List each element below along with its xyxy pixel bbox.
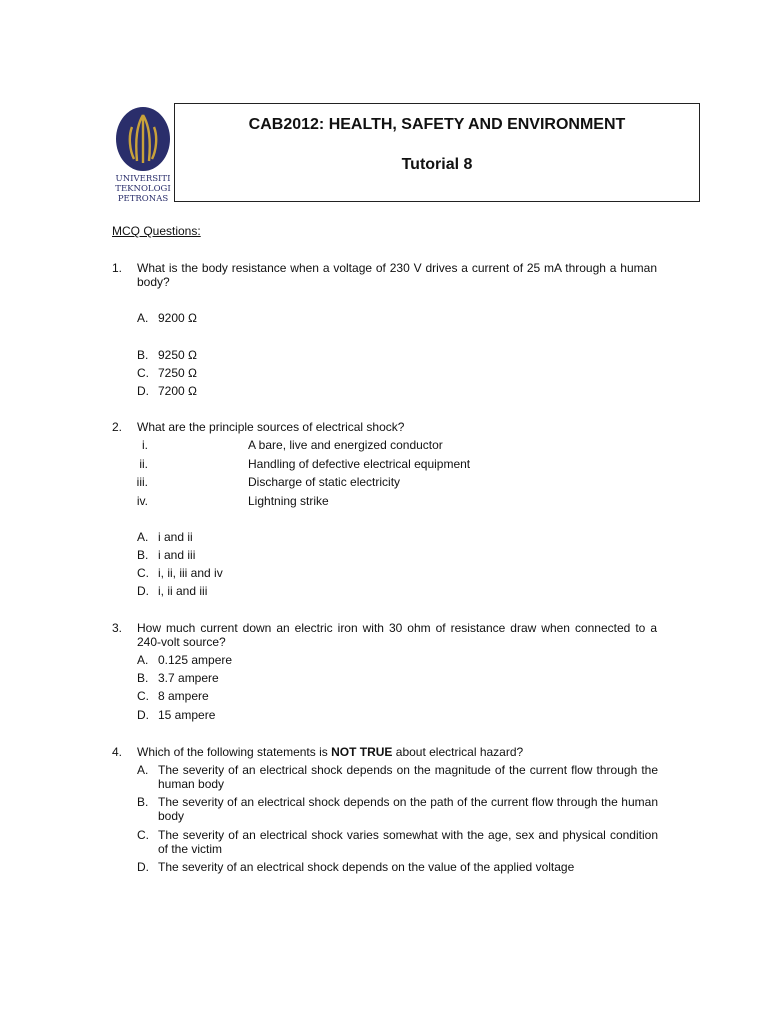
option-label: A. [137, 530, 149, 544]
option-text: 9250 Ω [158, 348, 197, 362]
question-number: 3. [112, 621, 123, 635]
question-text: How much current down an electric iron with 30 ohm of resistance draw when connected to a 240-volt source? [137, 621, 657, 649]
option-label: D. [137, 384, 149, 398]
university-logo [112, 103, 174, 205]
option-text: 8 ampere [158, 689, 209, 703]
option-label: B. [137, 795, 149, 809]
subitem-number: ii. [139, 457, 148, 471]
option-label: A. [137, 311, 149, 325]
option-label: A. [137, 653, 149, 667]
option-label: D. [137, 860, 149, 874]
subitem-text: Discharge of static electricity [248, 475, 401, 489]
option-text: i, ii and iii [158, 584, 208, 598]
question-text-start: Which of the following statements is [137, 745, 332, 759]
option-text: The severity of an electrical shock varies somewhat with the age, sex and physical condition of the victim [158, 828, 658, 856]
subitem-number: i. [142, 438, 148, 452]
question-emphasis: NOT TRUE [331, 745, 393, 759]
course-title: CAB2012: HEALTH, SAFETY AND ENVIRONMENT [248, 116, 626, 133]
option-text: The severity of an electrical shock depends on the magnitude of the current flow through the human body [158, 763, 658, 791]
option-text: 3.7 ampere [158, 671, 219, 685]
question-text-end: about electrical hazard? [392, 745, 524, 759]
option-text: The severity of an electrical shock depends on the path of the current flow through the human body [158, 795, 658, 823]
question-text: What are the principle sources of electrical shock? [137, 420, 405, 434]
option-text: i, ii, iii and iv [158, 566, 223, 580]
option-label: C. [137, 366, 149, 380]
option-label: A. [137, 763, 149, 777]
logo-line-2: TEKNOLOGI [115, 184, 171, 194]
option-label: B. [137, 548, 149, 562]
option-text: 7200 Ω [158, 384, 197, 398]
option-label: C. [137, 828, 149, 842]
subitem-text: A bare, live and energized conductor [248, 438, 443, 452]
option-text: The severity of an electrical shock depends on the value of the applied voltage [158, 860, 575, 874]
section-title: MCQ Questions: [112, 224, 201, 238]
subitem-text: Handling of defective electrical equipment [248, 457, 471, 471]
logo-line-3: PETRONAS [117, 194, 169, 204]
option-label: B. [137, 671, 149, 685]
tutorial-title: Tutorial 8 [401, 156, 473, 173]
option-label: B. [137, 348, 149, 362]
logo-line-1: UNIVERSITI [115, 174, 171, 184]
question-number: 1. [112, 261, 123, 275]
option-label: D. [137, 584, 149, 598]
subitem-text: Lightning strike [248, 494, 329, 508]
option-text: i and ii [158, 530, 193, 544]
option-text: 0.125 ampere [158, 653, 233, 667]
option-label: C. [137, 566, 149, 580]
subitem-number: iv. [136, 494, 148, 508]
question-text [137, 745, 657, 759]
question-number: 2. [112, 420, 123, 434]
option-text: i and iii [158, 548, 196, 562]
question-text: What is the body resistance when a voltage of 230 V drives a current of 25 mA through a human body? [137, 261, 657, 289]
option-text: 7250 Ω [158, 366, 197, 380]
option-label: C. [137, 689, 149, 703]
option-text: 15 ampere [158, 708, 216, 722]
option-label: D. [137, 708, 149, 722]
subitem-number: iii. [136, 475, 148, 489]
question-number: 4. [112, 745, 123, 759]
option-text: 9200 Ω [158, 311, 197, 325]
